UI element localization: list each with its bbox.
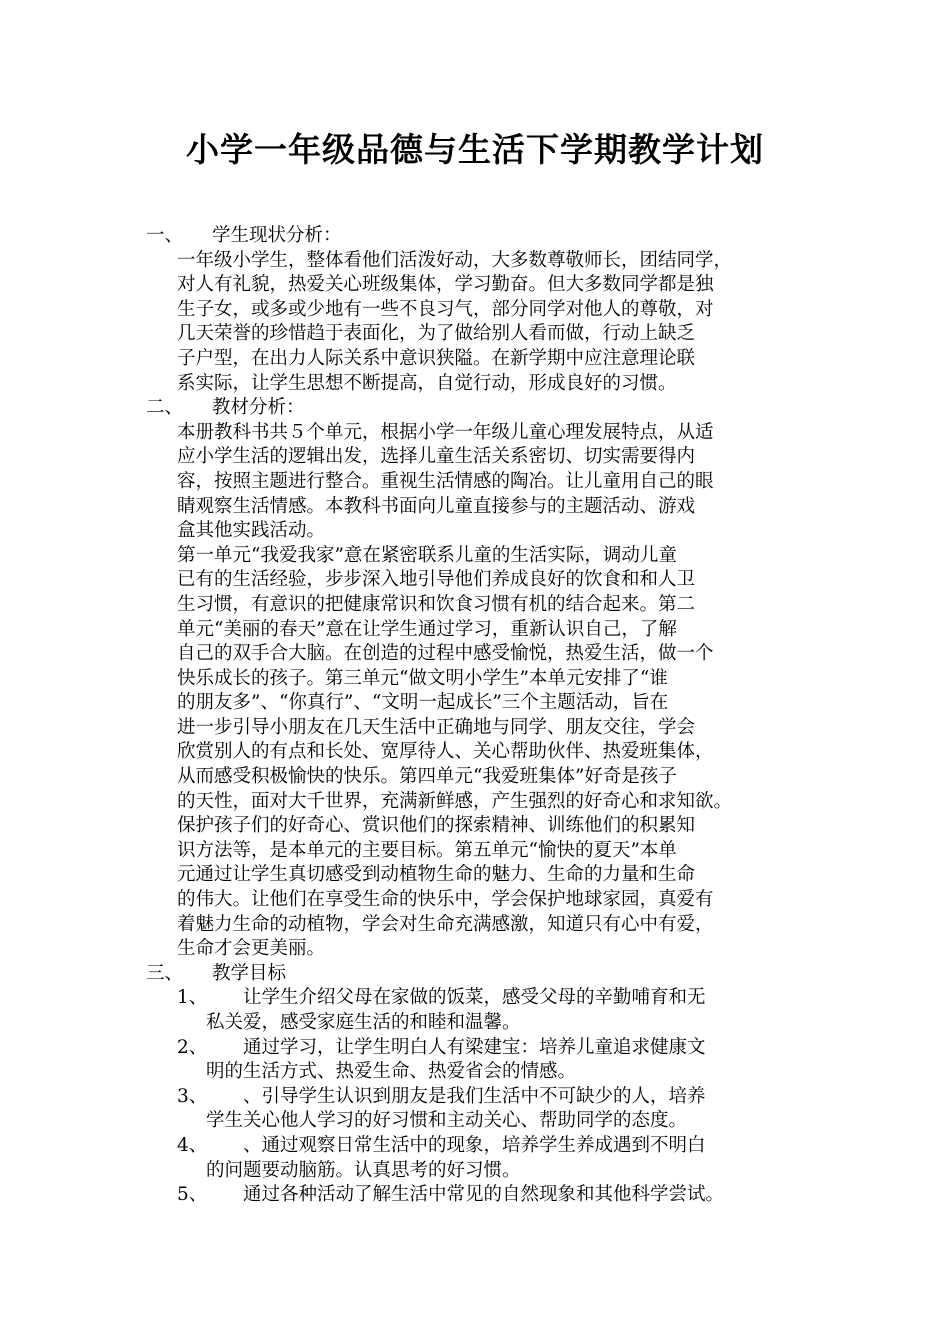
text-line: 已有的生活经验，步步深入地引导他们养成良好的饮食和和人卫 [177,569,696,591]
goal-text-continued: 私关爱，感受家庭生活的和睦和温馨。 [206,1012,521,1033]
text-line: 着魅力生命的动植物，学会对生命充满感激，知道只有心中有爱， [177,913,714,935]
text-line: 自己的双手合大脑。在创造的过程中感受愉悦，热爱生活，做一个 [177,643,714,665]
text-line: 容，按照主题进行整合。重视生活情感的陶冶。让儿童用自己的眼 [177,470,714,492]
text-line: 单元“美丽的春天”意在让学生通过学习，重新认识自己，了解 [177,618,677,640]
text-line: 生子女，或多或少地有一些不良习气，部分同学对他人的尊敬，对 [177,298,714,320]
text-line: 第一单元“我爱我家”意在紧密联系儿童的生活实际，调动儿童 [177,544,677,566]
goal-number: 3、 [177,1085,208,1107]
text-line: 对人有礼貌，热爱关心班级集体，学习勤奋。但大多数同学都是独 [177,274,714,296]
text-line: 盒其他实践活动。 [177,520,326,542]
section-title: 学生现状分析： [212,225,342,246]
text-line: 快乐成长的孩子。第三单元“做文明小学生”本单元安排了“谁 [177,667,668,689]
text-line: 生命才会更美丽。 [177,938,326,960]
text-line: 睛观察生活情感。本教科书面向儿童直接参与的主题活动、游戏 [177,495,696,517]
text-line: 生习惯，有意识的把健康常识和饮食习惯有机的结合起来。第二 [177,593,696,615]
section-title: 教材分析： [212,397,305,419]
text-line: 系实际，让学生思想不断提高，自觉行动，形成良好的习惯。 [177,372,677,394]
goal-text-continued: 的问题要动脑筋。认真思考的好习惯。 [206,1159,521,1181]
text-line: 进一步引导小朋友在几天生活中正确地与同学、朋友交往，学会 [177,716,696,738]
section-number: 二、 [146,397,184,419]
goal-item-5 [177,1183,826,1208]
goal-text: 、引导学生认识到朋友是我们生活中不可缺少的人，培养 [243,1085,706,1107]
text-line: 识方法等，是本单元的主要目标。第五单元“愉快的夏天”本单 [177,839,677,861]
text-line: 的朋友多”、“你真行”、“文明一起成长”三个主题活动，旨在 [177,692,669,714]
goal-text: 让学生介绍父母在家做的饭菜，感受父母的辛勤哺育和无 [243,987,706,1009]
goal-text: 、通过观察日常生活中的现象，培养学生养成遇到不明白 [243,1134,706,1156]
section-heading-3 [146,962,826,987]
section-heading-2 [146,396,826,421]
text-line: 欣赏别人的有点和长处、宽厚待人、关心帮助伙伴、热爱班集体， [177,741,714,763]
text-line: 从而感受积极愉快的快乐。第四单元“我爱班集体”好奇是孩子 [177,766,677,788]
text-line: 的伟大。让他们在享受生命的快乐中，学会保护地球家园，真爱有 [177,889,714,911]
goal-item-4 [177,1134,826,1183]
text-line: 应小学生活的逻辑出发，选择儿童生活关系密切、切实需要得内 [177,446,696,468]
goal-text: 通过各种活动了解生活中常见的自然现象和其他科学尝试。 [243,1184,725,1206]
text-line: 的天性，面对大千世界，充满新鲜感，产生强烈的好奇心和求知欲。 [177,790,733,812]
text-line: 几天荣誉的珍惜趋于表面化，为了做给别人看而做，行动上缺乏 [177,323,696,345]
section-1-paragraph [177,249,826,397]
goal-number: 5、 [177,1184,208,1206]
text-line: 元通过让学生真切感受到动植物生命的魅力、生命的力量和生命 [177,864,696,886]
document-body [146,224,826,1208]
goal-number: 1、 [177,987,208,1009]
goal-text-continued: 学生关心他人学习的好习惯和主动关心、帮助同学的态度。 [206,1110,688,1132]
section-title: 教学目标 [212,962,287,984]
section-heading-1 [146,224,826,249]
goal-text-continued: 明的生活方式、热爱生命、热爱省会的情感。 [206,1061,577,1083]
text-line: 保护孩子们的好奇心、赏识他们的探索精神、训练他们的积累知 [177,815,696,837]
goal-number: 2、 [177,1036,208,1058]
goal-item-2 [177,1036,826,1085]
page-title: 小学一年级品德与生活下学期教学计划 [186,130,764,169]
section-2-paragraph [177,421,826,962]
section-number: 一、 [146,225,184,246]
goal-item-1 [177,986,826,1035]
goal-item-3 [177,1085,826,1134]
goal-text: 通过学习，让学生明白人有梁建宝：培养儿童追求健康文 [243,1036,706,1058]
text-line: 子户型，在出力人际关系中意识狭隘。在新学期中应注意理论联 [177,347,696,369]
text-line: 本册教科书共５个单元，根据小学一年级儿童心理发展特点，从适 [177,421,714,443]
goal-number: 4、 [177,1134,208,1156]
text-line: 一年级小学生，整体看他们活泼好动，大多数尊敬师长，团结同学， [177,249,733,271]
section-number: 三、 [146,962,184,984]
